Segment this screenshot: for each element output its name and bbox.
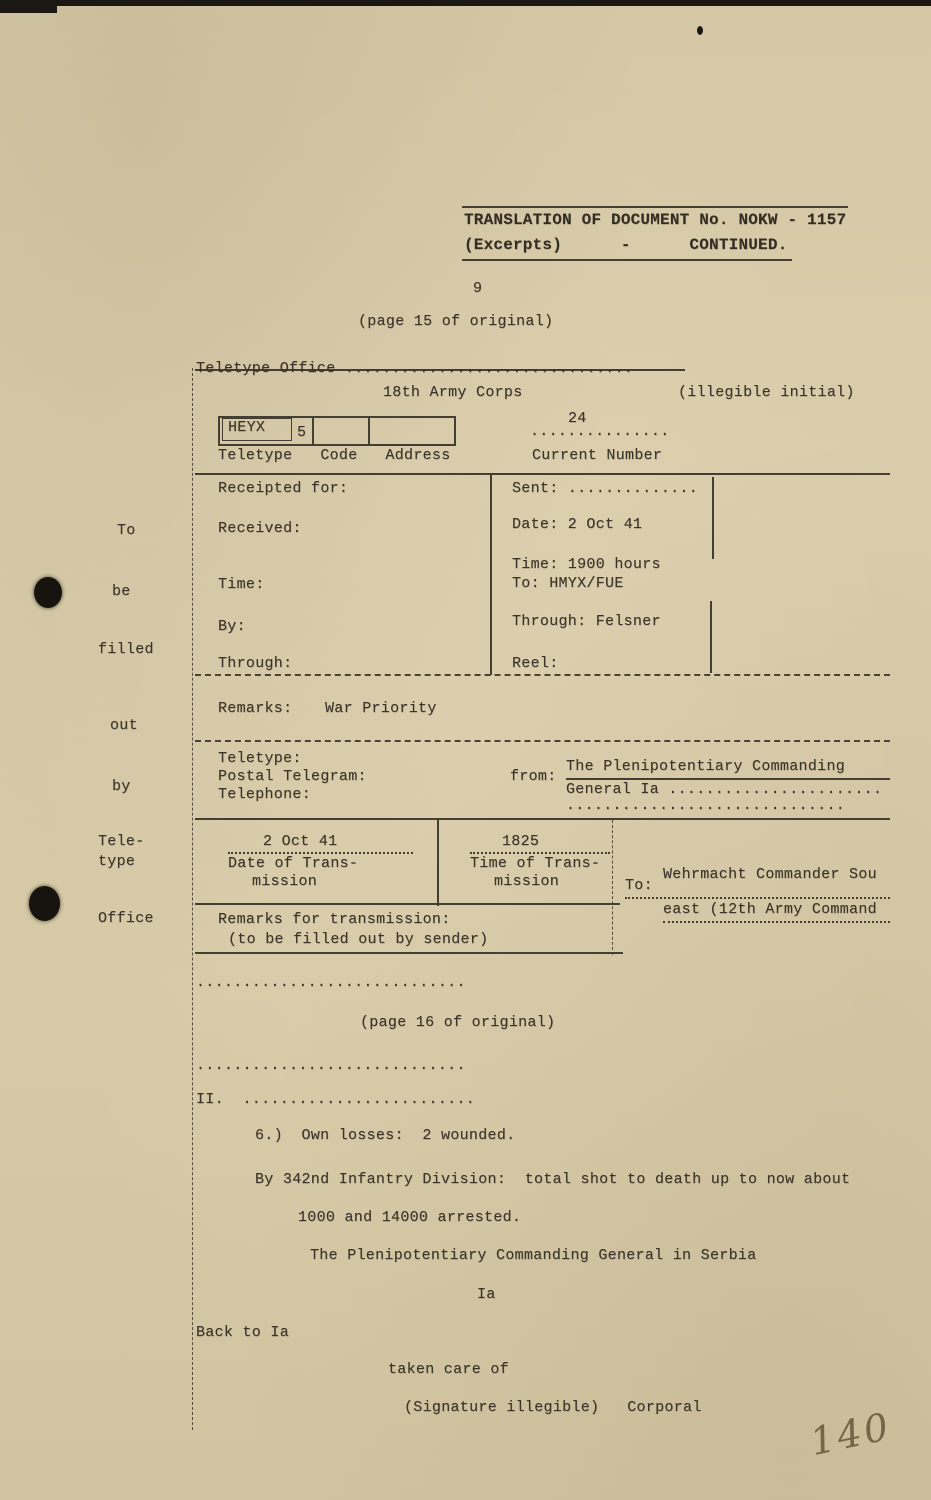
title-rule-top <box>462 206 848 208</box>
transmission-divider <box>437 820 439 906</box>
code-labels: Teletype Code Address <box>218 447 451 464</box>
margin-word: Tele- <box>98 833 145 850</box>
field-by: By: <box>218 618 246 635</box>
hole-punch-top <box>34 577 62 608</box>
field-receipted-for: Receipted for: <box>218 480 349 497</box>
field-through-value: Through: Felsner <box>512 613 661 630</box>
from-underline <box>566 778 890 780</box>
section-rule <box>195 818 890 820</box>
margin-word: by <box>112 778 131 795</box>
plenipotentiary-line: The Plenipotentiary Commanding General in Serbia <box>310 1247 757 1264</box>
division-report-line2: 1000 and 14000 arrested. <box>298 1209 522 1226</box>
field-sent: Sent: .............. <box>512 480 699 497</box>
taken-care-line: taken care of <box>388 1361 509 1378</box>
remarks-box-rule-top <box>195 903 620 905</box>
transmission-date-label2: mission <box>252 873 318 890</box>
from-value-line2: General Ia ....................... <box>566 781 883 798</box>
table-rule-top <box>195 473 890 475</box>
transmission-to-dots1 <box>625 897 890 899</box>
channel-postal-telegram: Postal Telegram: <box>218 768 367 785</box>
remarks-transmission-line2: (to be filled out by sender) <box>228 931 489 948</box>
margin-word: out <box>110 717 138 734</box>
scan-edge-top <box>0 0 931 6</box>
margin-word: type <box>98 853 136 870</box>
army-corps-label: 18th Army Corps <box>383 384 523 401</box>
dotted-line: ............................. <box>196 974 466 991</box>
own-losses-line: 6.) Own losses: 2 wounded. <box>255 1127 516 1144</box>
current-number-dots: ............... <box>530 423 670 440</box>
illegible-initial-note: (illegible initial) <box>678 384 855 401</box>
from-dots: .............................. <box>566 797 846 814</box>
document-subtitle: (Excerpts) - CONTINUED. <box>464 236 788 254</box>
scan-edge-corner <box>0 0 57 13</box>
teletype-office-label: Teletype Office ............................... <box>196 360 634 377</box>
transmission-date-dots <box>228 852 413 854</box>
code-box-divider <box>312 416 314 444</box>
hole-punch-bottom <box>29 886 60 921</box>
page-number: 9 <box>473 280 483 297</box>
transmission-time-label1: Time of Trans- <box>470 855 601 872</box>
table-rule-bottom <box>195 674 890 676</box>
document-title: TRANSLATION OF DOCUMENT No. NOKW - 1157 <box>464 211 847 229</box>
code-value: HEYX <box>228 419 266 436</box>
table-column-divider <box>490 473 492 675</box>
field-received: Received: <box>218 520 302 537</box>
from-label: from: <box>510 768 557 785</box>
table-right-bracket-upper <box>712 477 714 559</box>
transmission-time-value: 1825 <box>502 833 540 850</box>
remarks-box-rule-bottom <box>195 952 623 954</box>
transmission-date-value: 2 Oct 41 <box>263 833 338 850</box>
transmission-to-label: To: <box>625 877 653 894</box>
form-left-dashed-rule <box>192 368 193 1430</box>
back-to-ia-line: Back to Ia <box>196 1324 290 1341</box>
handwritten-page-number: 140 <box>806 1404 896 1464</box>
channel-telephone: Telephone: <box>218 786 312 803</box>
transmission-time-label2: mission <box>494 873 560 890</box>
division-report-line1: By 342nd Infantry Division: total shot to death up to now about <box>255 1171 851 1188</box>
remarks-rule <box>195 740 890 742</box>
current-number-value: 24 <box>568 410 587 427</box>
margin-word: filled <box>98 641 154 658</box>
field-time: Time: <box>218 576 265 593</box>
table-right-bracket-lower <box>710 601 712 673</box>
margin-word: be <box>112 583 131 600</box>
scan-speck <box>697 26 703 35</box>
section-ii-heading: II. ......................... <box>196 1091 476 1108</box>
from-value-line1: The Plenipotentiary Commanding <box>566 758 846 775</box>
transmission-date-label1: Date of Trans- <box>228 855 359 872</box>
title-rule-bottom <box>462 259 792 261</box>
code-extra: 5 <box>297 424 307 441</box>
transmission-to-line2: east (12th Army Command <box>663 901 877 918</box>
transmission-to-line1: Wehrmacht Commander Sou <box>663 866 877 883</box>
field-time-value: Time: 1900 hours <box>512 556 661 573</box>
remarks-value: War Priority <box>325 700 437 717</box>
margin-word: To <box>117 522 136 539</box>
field-through: Through: <box>218 655 293 672</box>
transmission-dashed-divider <box>612 820 613 955</box>
remarks-label: Remarks: <box>218 700 293 717</box>
page-note: (page 15 of original) <box>358 313 554 330</box>
field-reel: Reel: <box>512 655 559 672</box>
code-box-divider <box>368 416 370 444</box>
current-number-label: Current Number <box>532 447 663 464</box>
transmission-time-dots <box>470 852 610 854</box>
signature-line: (Signature illegible) Corporal <box>404 1399 702 1416</box>
field-to-value: To: HMYX/FUE <box>512 575 624 592</box>
dotted-line: ............................. <box>196 1057 466 1074</box>
remarks-transmission-line1: Remarks for transmission: <box>218 911 451 928</box>
margin-word: Office <box>98 910 154 927</box>
field-date-value: Date: 2 Oct 41 <box>512 516 643 533</box>
transmission-to-dots2 <box>663 921 890 923</box>
page16-note: (page 16 of original) <box>360 1014 556 1031</box>
channel-teletype: Teletype: <box>218 750 302 767</box>
ia-line: Ia <box>477 1286 496 1303</box>
